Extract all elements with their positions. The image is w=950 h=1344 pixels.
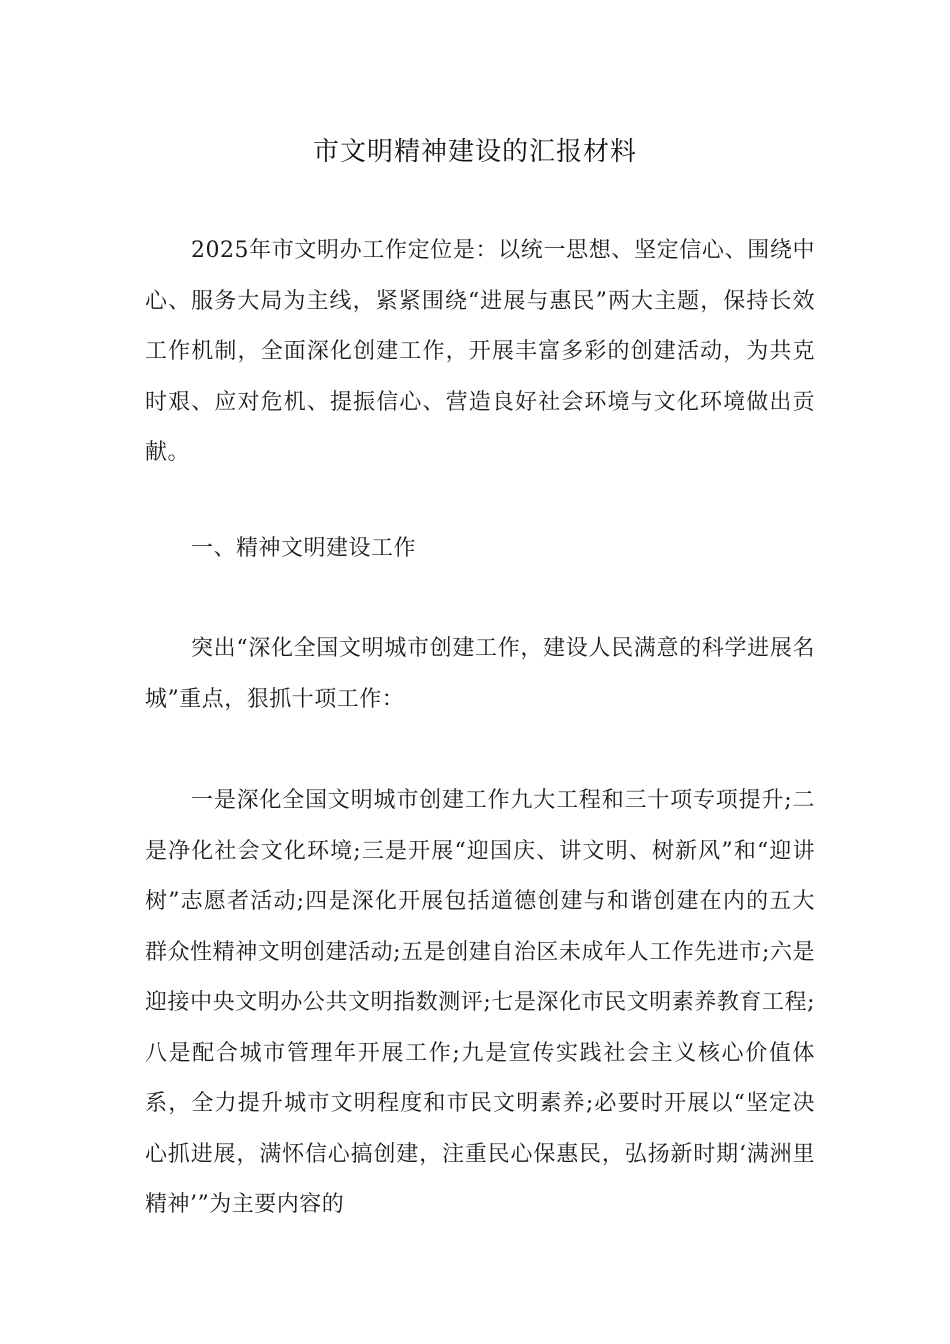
intro-paragraph: 2025年市文明办工作定位是：以统一思想、坚定信心、围绕中心、服务大局为主线，紧紧围绕“进展与惠民”两大主题，保持长效工作机制，全面深化创建工作，开展丰富多彩的创建活动，为共克时艰、应对危机、提振信心、营造良好社会环境与文化环境做出贡献。	[145, 238, 815, 465]
focus-paragraph: 突出“深化全国文明城市创建工作，建设人民满意的科学进展名城”重点，狠抓十项工作：	[145, 636, 815, 712]
document-title: 市文明精神建设的汇报材料	[312, 137, 637, 167]
section-heading: 一、精神文明建设工作	[191, 536, 417, 561]
tasks-paragraph: 一是深化全国文明城市创建工作九大工程和三十项专项提升;二是净化社会文化环境;三是开展“迎国庆、讲文明、树新风”和“迎讲树”志愿者活动;四是深化开展包括道德创建与和谐创建在内的五大群众性精神文明创建活动;五是创建自治区未成年人工作先进市;六是迎接中央文明办公共文明指数测评;七是深化市民文明素养教育工程;八是配合城市管理年开展工作;九是宣传实践社会主义核心价值体系，全力提升城市文明程度和市民文明素养;必要时开展以“坚定决心抓进展，满怀信心搞创建，注重民心保惠民，弘扬新时期‘满洲里精神’”为主要内容的	[145, 788, 815, 1217]
